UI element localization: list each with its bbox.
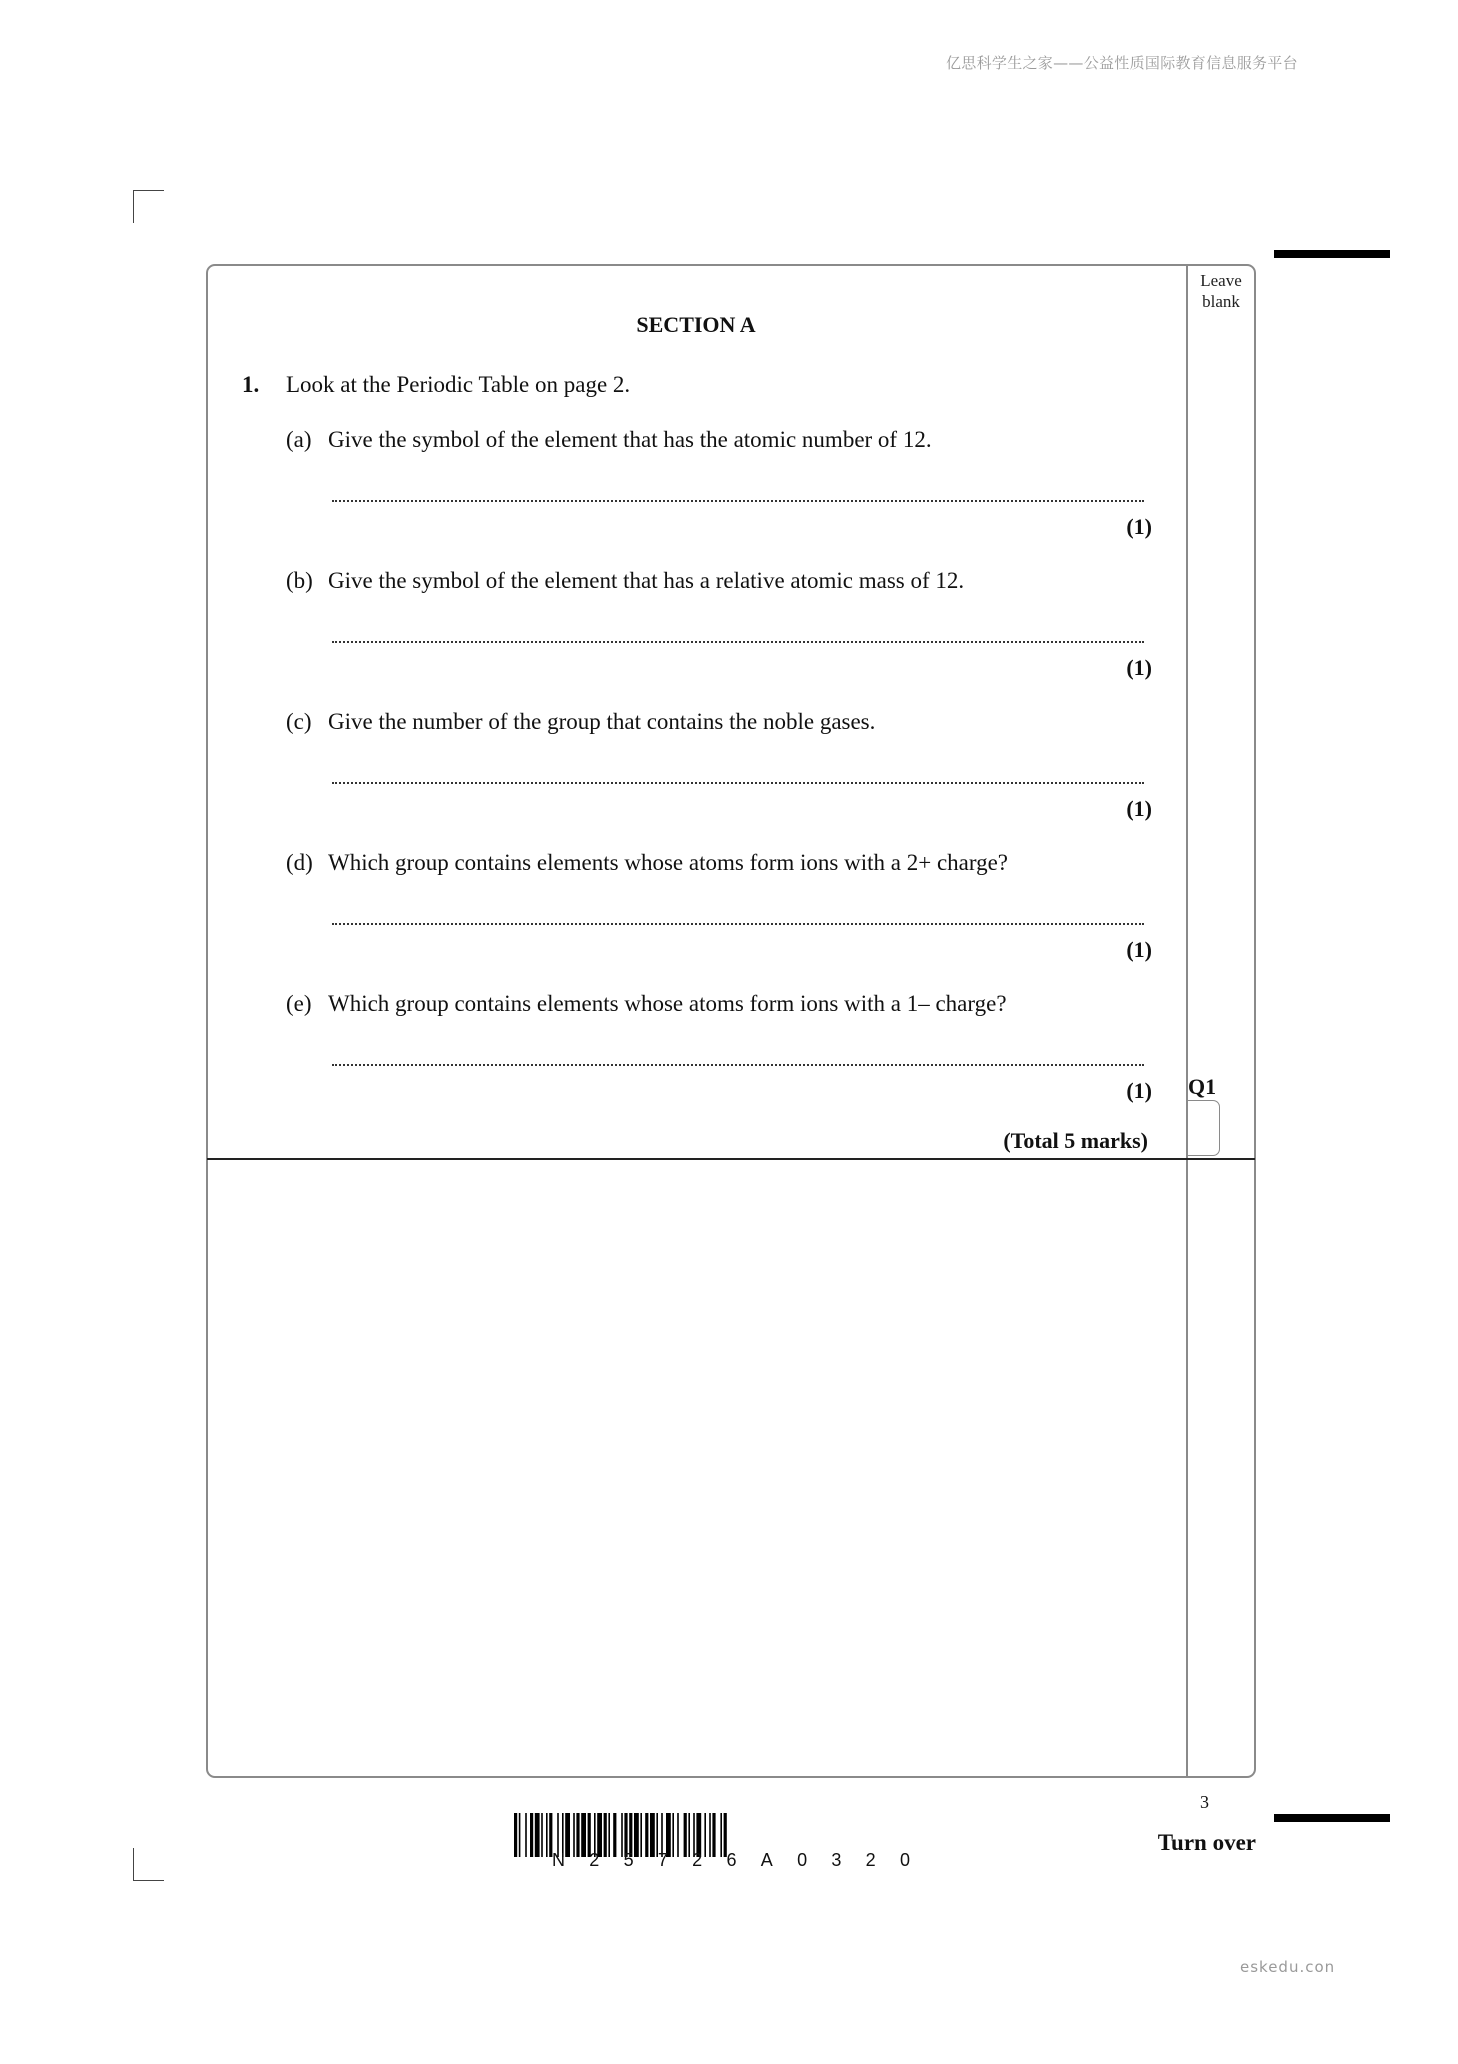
watermark-bottom: eskedu.con <box>1240 1958 1336 1976</box>
part-e-label: (e) <box>286 991 312 1016</box>
part-b-label: (b) <box>286 568 313 593</box>
total-marks: (Total 5 marks) <box>1003 1128 1148 1153</box>
margin-bar-bottom <box>1274 1814 1390 1822</box>
question-ref-label: Q1 <box>1188 1074 1217 1099</box>
barcode-char: 0 <box>899 1850 910 1870</box>
question-number: 1. <box>242 372 260 397</box>
part-d-text: Which group contains elements whose atoms form ions with a 2+ charge? <box>328 850 1009 875</box>
barcode-text <box>512 1850 950 1871</box>
barcode-char: A <box>760 1850 773 1870</box>
answer-frame <box>206 264 1256 1778</box>
barcode-char: 5 <box>623 1850 634 1870</box>
leave-blank-label: Leave blank <box>1200 271 1242 311</box>
question-score-box <box>1186 1100 1220 1156</box>
part-d-answer-line[interactable] <box>332 923 1144 925</box>
page-number: 3 <box>1200 1792 1209 1812</box>
barcode-char: 2 <box>589 1850 600 1870</box>
part-e-text: Which group contains elements whose atoms form ions with a 1– charge? <box>328 991 1007 1016</box>
leave-blank-column-rule <box>1186 265 1188 1777</box>
barcode-char: 2 <box>865 1850 876 1870</box>
barcode-char: 3 <box>831 1850 842 1870</box>
question-stem: Look at the Periodic Table on page 2. <box>286 372 631 397</box>
barcode-char: 2 <box>692 1850 703 1870</box>
section-title: SECTION A <box>636 312 756 337</box>
barcode-char: N <box>552 1850 565 1870</box>
barcode-char: 0 <box>797 1850 808 1870</box>
crop-mark-bottom-left <box>133 1848 164 1881</box>
part-c-mark: (1) <box>1126 796 1152 821</box>
part-b-answer-line[interactable] <box>332 641 1144 643</box>
part-c-text: Give the number of the group that contains the noble gases. <box>328 709 876 734</box>
barcode-char: 6 <box>726 1850 737 1870</box>
part-a-label: (a) <box>286 427 312 452</box>
part-c-label: (c) <box>286 709 312 734</box>
part-d-mark: (1) <box>1126 937 1152 962</box>
part-b-text: Give the symbol of the element that has a relative atomic mass of 12. <box>328 568 965 593</box>
question-divider <box>207 1158 1255 1160</box>
turn-over-label: Turn over <box>1157 1830 1256 1855</box>
part-a-mark: (1) <box>1126 514 1152 539</box>
barcode-char: 7 <box>657 1850 668 1870</box>
part-a-text: Give the symbol of the element that has the atomic number of 12. <box>328 427 932 452</box>
part-e-mark: (1) <box>1126 1078 1152 1103</box>
part-a-answer-line[interactable] <box>332 500 1144 502</box>
crop-mark-top-left <box>133 190 164 223</box>
watermark-top: 亿思科学生之家——公益性质国际教育信息服务平台 <box>946 54 1298 72</box>
margin-bar-top <box>1274 250 1390 258</box>
part-c-answer-line[interactable] <box>332 782 1144 784</box>
part-e-answer-line[interactable] <box>332 1064 1144 1066</box>
part-b-mark: (1) <box>1126 655 1152 680</box>
part-d-label: (d) <box>286 850 313 875</box>
